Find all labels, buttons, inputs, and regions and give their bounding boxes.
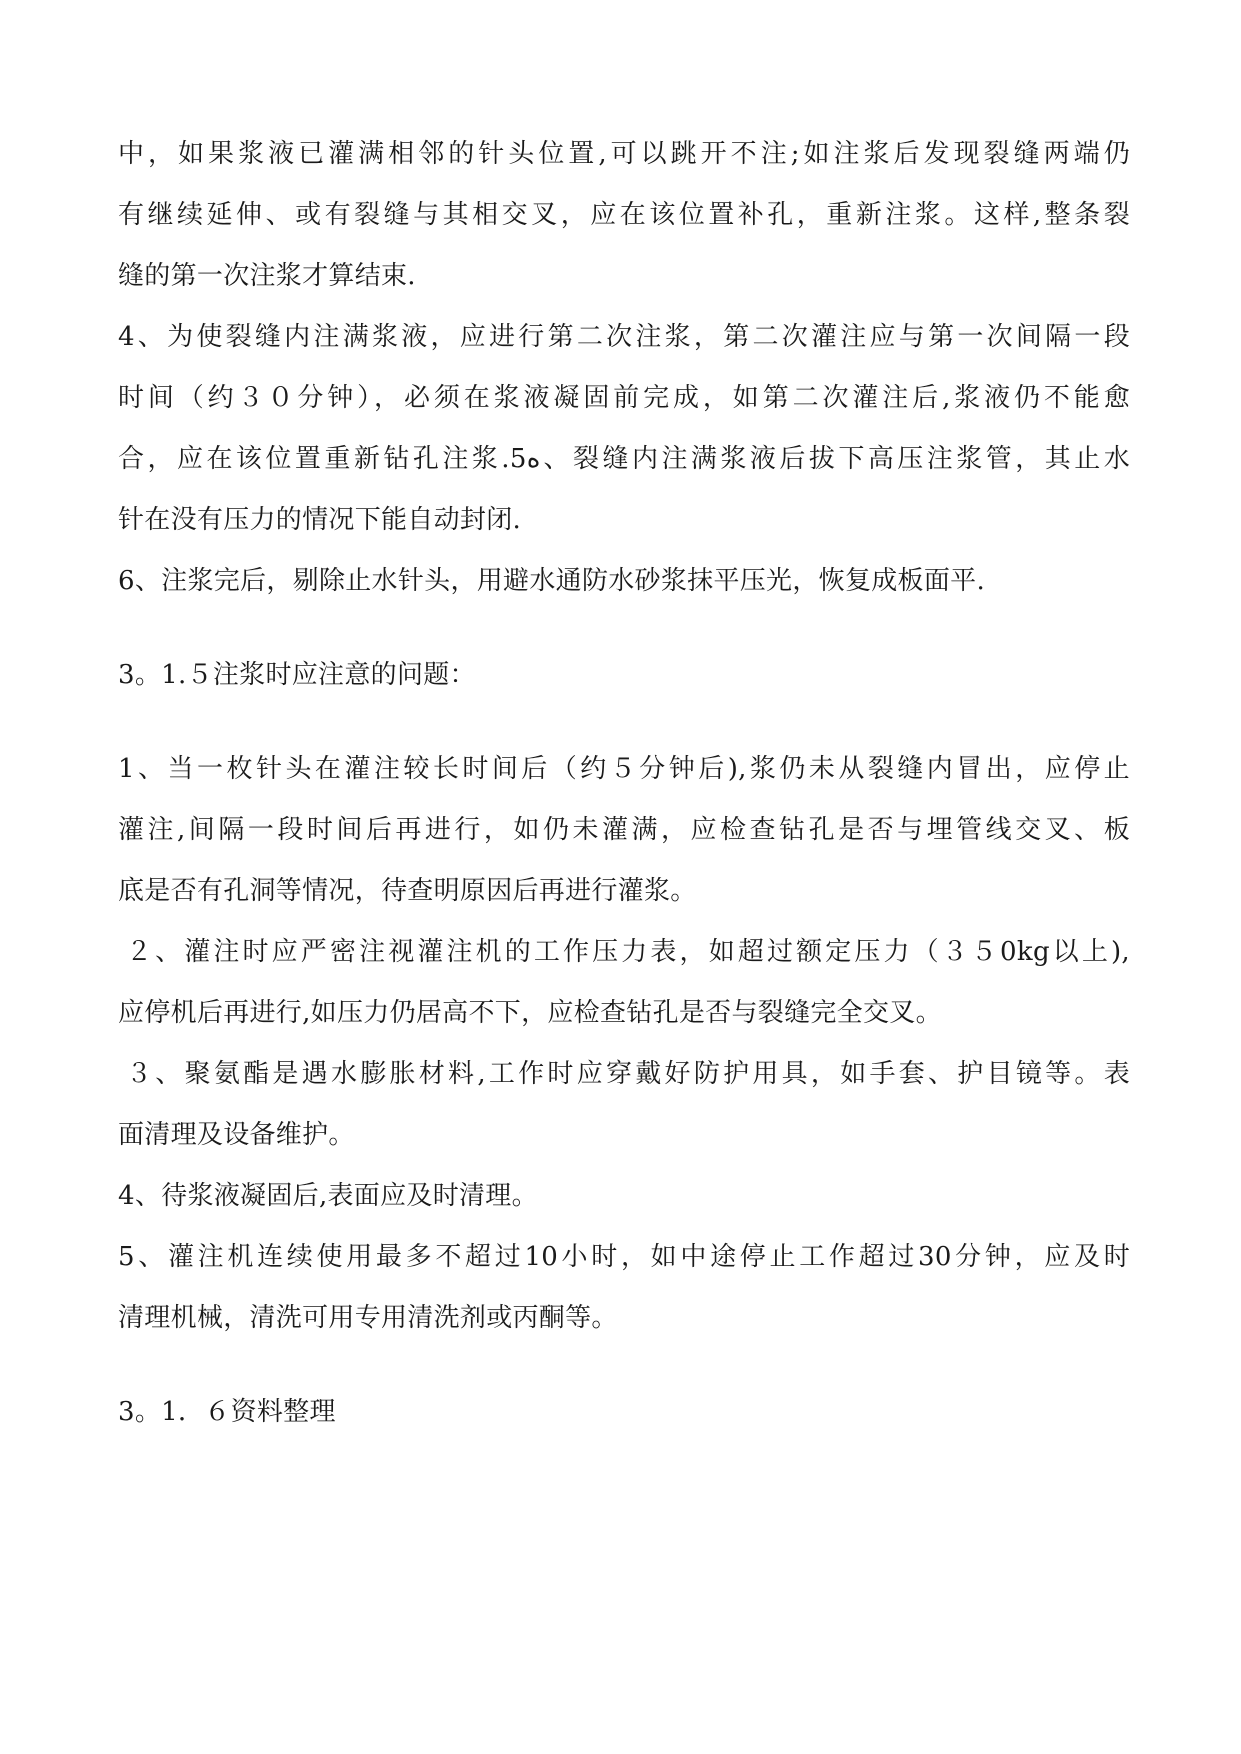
paragraph-line: 中，如果浆液已灌满相邻的针头位置,可以跳开不注;如注浆后发现裂缝两端仍	[118, 139, 1130, 169]
paragraph-line: 面清理及设备维护。	[118, 1120, 355, 1150]
section-heading: 3。1.５注浆时应注意的问题：	[118, 660, 476, 690]
document-body	[118, 124, 1130, 1443]
paragraph-line: 针在没有压力的情况下能自动封闭.	[118, 505, 522, 535]
paragraph-line: 缝的第一次注浆才算结束.	[118, 261, 416, 291]
paragraph-line: 清理机械，清洗可用专用清洗剂或丙酮等。	[118, 1303, 618, 1333]
paragraph-line: 4、为使裂缝内注满浆液，应进行第二次注浆，第二次灌注应与第一次间隔一段	[118, 322, 1130, 352]
spacer	[118, 612, 1130, 645]
paragraph-line: 底是否有孔洞等情况，待查明原因后再进行灌浆。	[118, 876, 697, 906]
paragraph-line: 有继续延伸、或有裂缝与其相交叉，应在该位置补孔，重新注浆。这样,整条裂	[118, 200, 1130, 230]
spacer	[118, 1349, 1130, 1382]
spacer	[118, 706, 1130, 739]
paragraph-line: 5、灌注机连续使用最多不超过10小时，如中途停止工作超过30分钟，应及时	[118, 1242, 1130, 1272]
paragraph-line: 1、当一枚针头在灌注较长时间后（约５分钟后),浆仍未从裂缝内冒出，应停止	[118, 754, 1130, 784]
paragraph-line: ３、聚氨酯是遇水膨胀材料,工作时应穿戴好防护用具，如手套、护目镜等。表	[126, 1059, 1130, 1089]
paragraph-line: 4、待浆液凝固后,表面应及时清理。	[118, 1181, 538, 1211]
paragraph-line: 时间（约３０分钟），必须在浆液凝固前完成，如第二次灌注后,浆液仍不能愈	[118, 383, 1130, 413]
paragraph-line: 灌注,间隔一段时间后再进行，如仍未灌满，应检查钻孔是否与埋管线交叉、板	[118, 815, 1130, 845]
paragraph-line: 合，应在该位置重新钻孔注浆.5ه、裂缝内注满浆液后拔下高压注浆管，其止水	[118, 444, 1130, 474]
paragraph-line: 6、注浆完后，剔除止水针头，用避水通防水砂浆抹平压光，恢复成板面平.	[118, 566, 986, 596]
paragraph-line: 应停机后再进行,如压力仍居高不下，应检查钻孔是否与裂缝完全交叉。	[118, 998, 942, 1028]
section-heading: 3。1．６资料整理	[118, 1397, 336, 1427]
paragraph-line: ２、灌注时应严密注视灌注机的工作压力表，如超过额定压力（３５0kg以上),	[126, 937, 1130, 967]
